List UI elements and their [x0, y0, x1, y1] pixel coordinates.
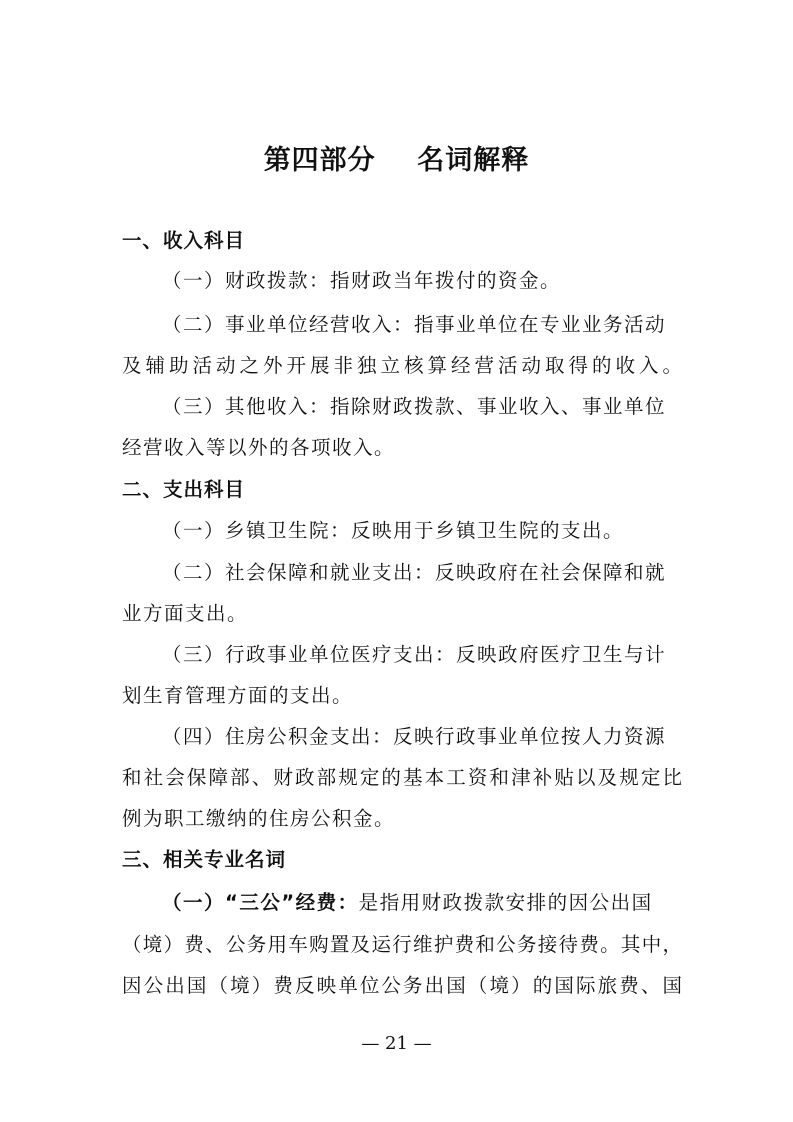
paragraph-line: 和社会保障部、财政部规定的基本工资和津补贴以及规定比: [122, 766, 682, 789]
paragraph-line: （三）行政事业单位医疗支出：反映政府医疗卫生与计: [162, 643, 667, 666]
paragraph-line: （三）其他收入：指除财政拨款、事业收入、事业单位: [162, 395, 667, 418]
section-heading-income: 一、收入科目: [122, 229, 246, 252]
paragraph-line: [162, 883, 682, 923]
term-definition: 是指用财政拨款安排的因公出国: [358, 891, 653, 914]
paragraph-line: （一）财政拨款：指财政当年拨付的资金。: [162, 269, 562, 292]
paragraph-line: 例为职工缴纳的住房公积金。: [122, 807, 396, 830]
paragraph-line: 因公出国（境）费反映单位公务出国（境）的国际旅费、国: [122, 974, 682, 997]
paragraph-line: 划生育管理方面的支出。: [122, 684, 354, 707]
page-number: — 21 —: [361, 1033, 432, 1054]
page-title: 第四部分 名词解释: [263, 145, 530, 176]
paragraph-line: （二）事业单位经营收入：指事业单位在专业业务活动: [162, 313, 667, 336]
paragraph-line: （一）乡镇卫生院：反映用于乡镇卫生院的支出。: [162, 519, 625, 542]
paragraph-line: 及辅助活动之外开展非独立核算经营活动取得的收入。: [122, 354, 682, 377]
section-heading-expenditure: 二、支出科目: [122, 478, 246, 501]
paragraph-line: （四）住房公积金支出：反映行政事业单位按人力资源: [162, 725, 667, 748]
term-label: （一）“三公”经费：: [162, 891, 359, 914]
paragraph-line: （境）费、公务用车购置及运行维护费和公务接待费。其中，: [122, 933, 682, 956]
paragraph-line: （二）社会保障和就业支出：反映政府在社会保障和就: [162, 561, 667, 584]
section-heading-terms: 三、相关专业名词: [122, 848, 287, 871]
paragraph-line: 经营收入等以外的各项收入。: [122, 436, 396, 459]
paragraph-line: 业方面支出。: [122, 602, 249, 625]
